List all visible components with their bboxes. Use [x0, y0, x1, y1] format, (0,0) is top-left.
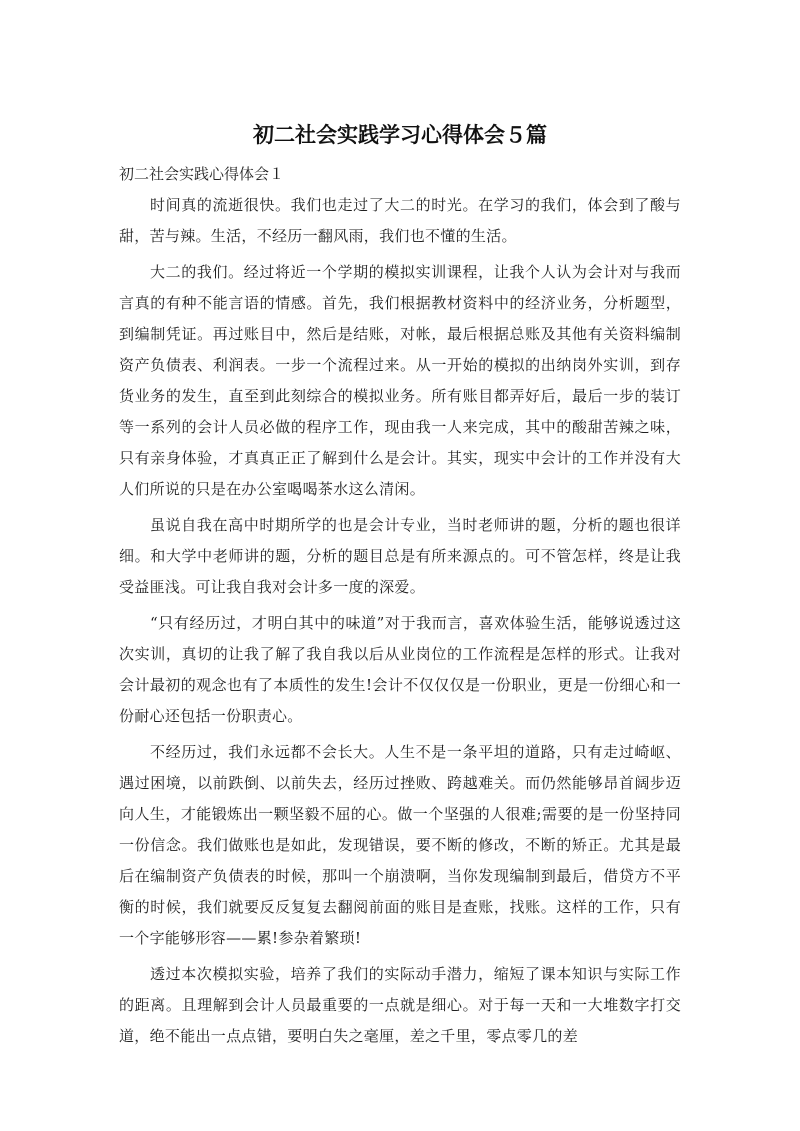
paragraph-1: 时间真的流逝很快。我们也走过了大二的时光。在学习的我们，体会到了酸与甜，苦与辣。生活，不经历一翻风雨，我们也不懂的生活。 [119, 196, 681, 245]
paragraph-3: 虽说自我在高中时期所学的也是会计专业，当时老师讲的题，分析的题也很详细。和大学中老师讲的题，分析的题目总是有所来源点的。可不管怎样，终是让我受益匪浅。可让我自我对会计多一度的深爱。 [119, 516, 681, 596]
section-heading: 初二社会实践心得体会１ [119, 165, 285, 183]
paragraph-4: “只有经历过，才明白其中的味道”对于我而言，喜欢体验生活，能够说透过这次实训，真切的让我了解了我自我以后从业岗位的工作流程是怎样的形式。让我对会计最初的观念也有了本质性的发生!会计不仅仅仅是一份职业，更是一份细心和一份耐心还包括一份职责心。 [119, 614, 681, 725]
paragraph-5: 不经历过，我们永远都不会长大。人生不是一条平坦的道路，只有走过崎岖、遇过困境，以前跌倒、以前失去，经历过挫败、跨越难关。而仍然能够昂首阔步迈向人生，才能锻炼出一颗坚毅不屈的心。做一个坚强的人很难;需要的是一份坚持同一份信念。我们做账也是如此，发现错误，要不断的修改，不断的矫正。尤其是最后在编制资产负债表的时候，那叫一个崩溃啊，当你发现编制到最后，借贷方不平衡的时候，我们就要反反复复去翻阅前面的账目是查账，找账。这样的工作，只有一个字能够形容——累!参杂着繁琐! [119, 743, 681, 947]
body-text [119, 190, 681, 1057]
paragraph-2: 大二的我们。经过将近一个学期的模拟实训课程，让我个人认为会计对与我而言真的有种不能言语的情感。首先，我们根据教材资料中的经济业务，分析题型，到编制凭证。再过账目中，然后是结账，对帐，最后根据总账及其他有关资料编制资产负债表、利润表。一步一个流程过来。从一开始的模拟的出纳岗外实训，到存货业务的发生，直至到此刻综合的模拟业务。所有账目都弄好后，最后一步的装订等一系列的会计人员必做的程序工作，现由我一人来完成，其中的酸甜苦辣之味，只有亲身体验，才真真正正了解到什么是会计。其实，现实中会计的工作并没有大人们所说的只是在办公室喝喝茶水这么清闲。 [119, 263, 681, 498]
paragraph-6: 透过本次模拟实验，培养了我们的实际动手潜力，缩短了课本知识与实际工作的距离。且理解到会计人员最重要的一点就是细心。对于每一天和一大堆数字打交道，绝不能出一点点错，要明白失之毫厘，差之千里，零点零几的差 [119, 965, 681, 1045]
document-title: 初二社会实践学习心得体会５篇 [253, 123, 547, 147]
